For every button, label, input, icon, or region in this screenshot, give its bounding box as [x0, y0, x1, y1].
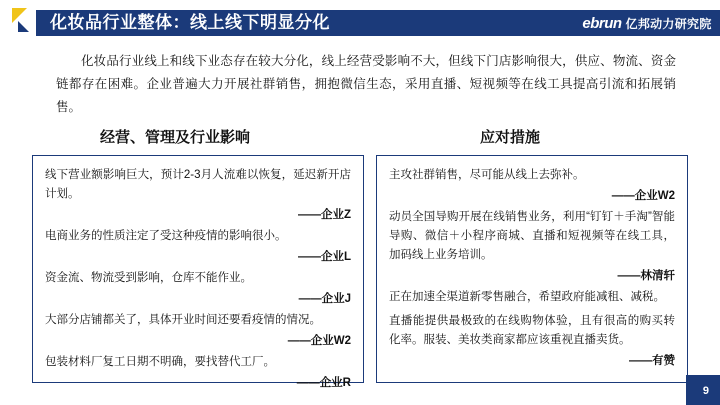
- quote-text: 资金流、物流受到影响，仓库不能作业。: [45, 271, 252, 284]
- right-column-heading: 应对措施: [480, 129, 541, 146]
- quote-text: 主攻社群销售，尽可能从线上去弥补。: [389, 169, 585, 181]
- logo-mark: ebrun: [582, 14, 622, 32]
- quote-text: 大部分店铺都关了，具体开业时间还要看疫情的情况。: [45, 313, 321, 326]
- quote-text: 直播能提供最极致的在线购物体验，且有很高的购买转化率。服装、美妆类商家都应该重视直播卖货。: [389, 314, 675, 346]
- quote-attribution: ——企业L: [297, 250, 351, 263]
- left-column-heading: 经营、管理及行业影响: [100, 129, 251, 146]
- quote-text: 线下营业额影响巨大，预计2-3月人流难以恢复，延迟新开店计划。: [45, 169, 351, 200]
- quote-attribution: ——企业W2: [611, 189, 675, 202]
- quote-attribution: ——企业Z: [297, 208, 351, 221]
- quote-text: 动员全国导购开展在线销售业务，利用“钉钉＋手淘”智能导购、微信＋小程序商城、直播和短视频等在线工具，加码线上业务培训。: [389, 210, 675, 261]
- quote-attribution: ——有赞: [629, 354, 675, 367]
- intro-paragraph: 化妆品行业线上和线下业态存在较大分化，线上经营受影响不大，但线下门店影响很大，供应、物流、资金链都存在困难。企业普遍大力开展社群销售，拥抱微信生态，采用直播、短视频等在线工具提高引流和拓展销售。: [56, 54, 676, 115]
- quote-text: 正在加速全渠道新零售融合，希望政府能减租、减税。: [389, 290, 665, 303]
- slide-header: [0, 0, 720, 42]
- page-title: 化妆品行业整体：线上线下明显分化: [50, 13, 330, 32]
- right-quote-box: [376, 155, 688, 383]
- quote-text: 包装材料厂复工日期不明确，要找替代工厂。: [45, 355, 275, 368]
- left-quote-box: [32, 155, 364, 389]
- quote-attribution: ——林清轩: [617, 269, 675, 282]
- quote-text: 电商业务的性质注定了受这种疫情的影响很小。: [45, 229, 287, 242]
- quote-attribution: ——企业W2: [287, 334, 351, 347]
- page-number: 9: [702, 385, 709, 397]
- logo-text: 亿邦动力研究院: [625, 16, 712, 31]
- quote-attribution: ——企业R: [296, 376, 351, 389]
- quote-attribution: ——企业J: [298, 292, 351, 305]
- brand-logo: [574, 10, 720, 36]
